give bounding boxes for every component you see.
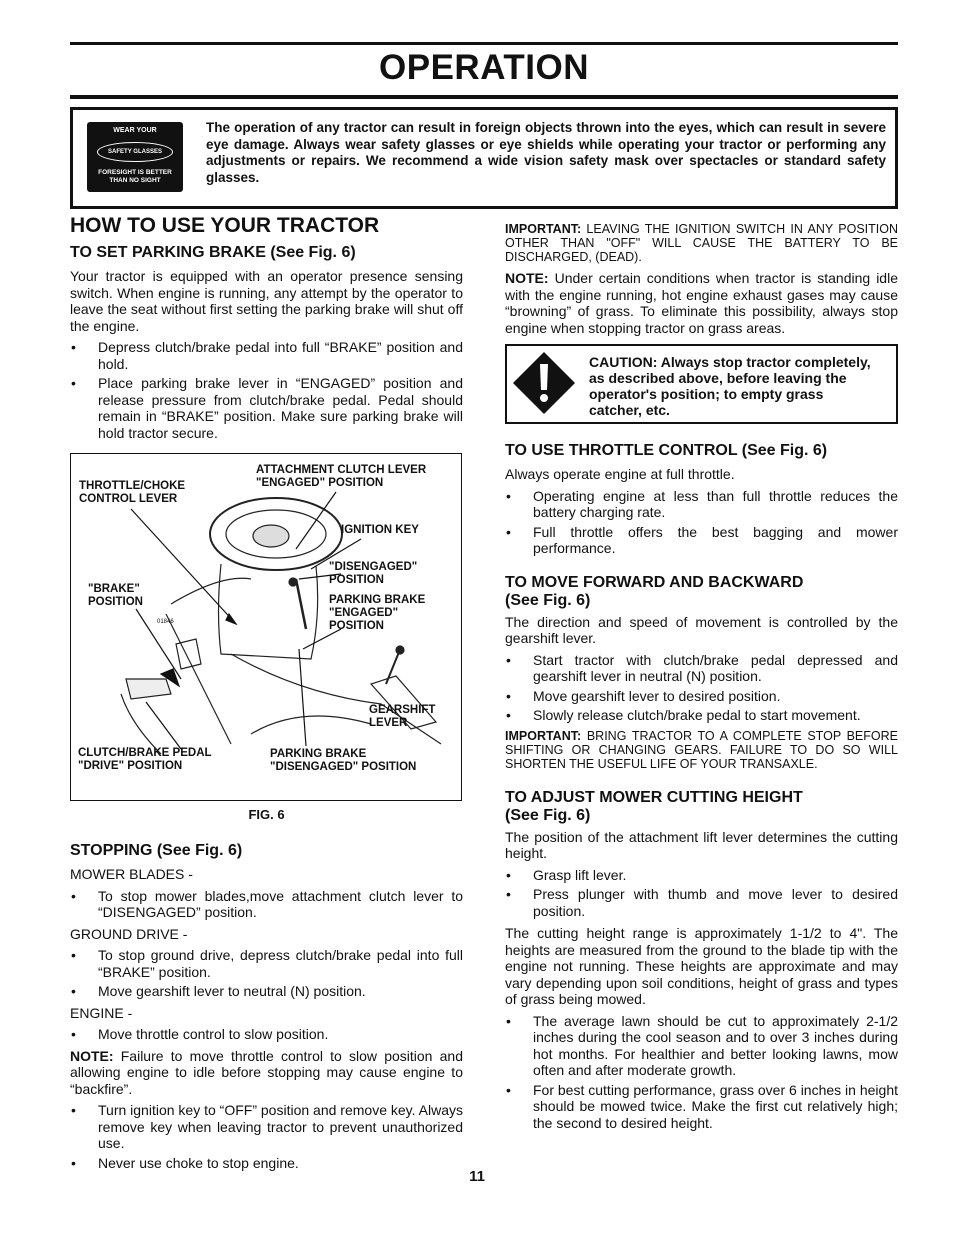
forward-heading-line-2: (See Fig. 6) xyxy=(505,591,591,609)
list-item: • The average lawn should be cut to approximately 2-1/2 inches during the cool season and to over 3 inches during hot months. For healthier and better looking lawns, mow often and after moderate growth. xyxy=(505,1013,898,1079)
list-item: • To stop mower blades,move attachment clutch lever to “DISENGAGED” position. xyxy=(70,888,463,921)
badge-top-text: WEAR YOUR xyxy=(113,127,157,134)
list-item: • Grasp lift lever. xyxy=(505,867,898,884)
throttle-list xyxy=(505,488,898,557)
note-lead: NOTE: xyxy=(70,1047,114,1064)
figure-label-ignition-key: IGNITION KEY xyxy=(341,524,419,536)
important-text: BRING TRACTOR TO A COMPLETE STOP BEFORE SHIFTING OR CHANGING GEARS. FAILURE TO DO SO WILL SHORTEN THE USEFUL LIFE OF YOUR TRANSAXLE. xyxy=(505,728,898,771)
height-heading-line-1: TO ADJUST MOWER CUTTING HEIGHT xyxy=(505,788,803,806)
page-title: OPERATION xyxy=(379,48,589,87)
forward-list xyxy=(505,652,898,724)
forward-intro: The direction and speed of movement is controlled by the gearshift lever. xyxy=(505,613,898,646)
title-underline xyxy=(70,95,898,99)
list-item: • Move throttle control to slow position. xyxy=(70,1026,463,1043)
important-lead: IMPORTANT: xyxy=(505,728,582,743)
height-intro: The position of the attachment lift lever determines the cutting height. xyxy=(505,828,898,861)
figure-label-throttle: THROTTLE/CHOKE CONTROL LEVER xyxy=(79,480,186,505)
final-list xyxy=(70,1102,463,1171)
figure-label-brake-position: "BRAKE" POSITION xyxy=(88,583,143,608)
list-item: • Slowly release clutch/brake pedal to start movement. xyxy=(505,707,898,724)
list-item: • Move gearshift lever to desired position. xyxy=(505,688,898,705)
list-item: • Full throttle offers the best bagging and mower performance. xyxy=(505,524,898,557)
figure-label-clutch-drive: CLUTCH/BRAKE PEDAL "DRIVE" POSITION xyxy=(78,747,212,772)
height-list xyxy=(505,867,898,920)
stopping-note xyxy=(70,1048,463,1098)
note-text: Under certain conditions when tractor is standing idle with the engine running, hot engine exhaust gases may cause “browning” of grass. To eliminate this possibility, always stop engine when stopping tractor on grass areas. xyxy=(505,270,898,336)
figure-label-disengaged: "DISENGAGED" POSITION xyxy=(329,561,418,586)
safety-warning-box xyxy=(70,107,898,209)
warning-icon xyxy=(511,350,577,416)
throttle-heading: TO USE THROTTLE CONTROL (See Fig. 6) xyxy=(505,442,828,459)
height-heading-line-2: (See Fig. 6) xyxy=(505,806,591,824)
figure-label-attachment-clutch: ATTACHMENT CLUTCH LEVER "ENGAGED" POSITION xyxy=(256,464,427,489)
forward-heading-line-1: TO MOVE FORWARD AND BACKWARD xyxy=(505,573,804,591)
list-item: • Move gearshift lever to neutral (N) position. xyxy=(70,983,463,1000)
parking-brake-intro: Your tractor is equipped with an operator presence sensing switch. When engine is running, any attempt by the operator to leave the seat without first setting the parking brake will shut off the engine. xyxy=(70,268,463,334)
badge-bottom-text xyxy=(87,169,183,185)
important-lead: IMPORTANT: xyxy=(505,222,582,236)
left-column xyxy=(70,214,463,1176)
forward-heading xyxy=(505,574,898,610)
list-item: • Depress clutch/brake pedal into full “BRAKE” position and hold. xyxy=(70,339,463,372)
important-text: LEAVING THE IGNITION SWITCH IN ANY POSITION OTHER THAN "OFF" WILL CAUSE THE BATTERY TO BE DISCHARGED, (DEAD). xyxy=(505,222,898,264)
note-lead: NOTE: xyxy=(505,270,549,286)
parking-brake-list xyxy=(70,339,463,441)
ground-drive-label: GROUND DRIVE - xyxy=(70,925,188,942)
figure-code: 01846 xyxy=(157,619,174,625)
badge-bottom-line-2: THAN NO SIGHT xyxy=(109,177,161,184)
list-item: • Operating engine at less than full throttle reduces the battery charging rate. xyxy=(505,488,898,521)
badge-oval-text: SAFETY GLASSES xyxy=(97,142,173,162)
height-list-2 xyxy=(505,1013,898,1132)
stopping-heading: STOPPING (See Fig. 6) xyxy=(70,842,243,859)
safety-glasses-badge xyxy=(87,122,183,192)
list-item: • For best cutting performance, grass over 6 inches in height should be mowed twice. Make the first cut relatively high; the second to desired height. xyxy=(505,1082,898,1132)
badge-bottom-line-1: FORESIGHT IS BETTER xyxy=(98,169,172,176)
list-item: • Start tractor with clutch/brake pedal depressed and gearshift lever in neutral (N) position. xyxy=(505,652,898,685)
list-item: • Turn ignition key to “OFF” position and remove key. Always remove key when leaving tractor to prevent unauthorized use. xyxy=(70,1102,463,1152)
note-text: Failure to move throttle control to slow position and allowing engine to idle before stopping may cause engine to “backfire”. xyxy=(70,1047,463,1097)
height-heading xyxy=(505,789,898,825)
mower-blades-label: MOWER BLADES - xyxy=(70,866,193,882)
throttle-intro: Always operate engine at full throttle. xyxy=(505,466,735,482)
section-heading: HOW TO USE YOUR TRACTOR xyxy=(70,214,380,237)
mower-blades-list xyxy=(70,888,463,921)
page-number: 11 xyxy=(469,1168,485,1185)
spacer xyxy=(505,777,898,789)
ground-drive-list xyxy=(70,947,463,1000)
figure-label-gearshift: GEARSHIFT LEVER xyxy=(369,704,436,729)
list-item: • Place parking brake lever in “ENGAGED” position and release pressure from clutch/brake pedal. Pedal should remain in “BRAKE” position. Make sure parking brake will hold tractor secure. xyxy=(70,375,463,441)
parking-brake-heading: TO SET PARKING BRAKE (See Fig. 6) xyxy=(70,244,356,261)
important-gears xyxy=(505,729,898,771)
caution-box xyxy=(505,344,898,424)
figure-6 xyxy=(70,453,462,801)
safety-warning-text: The operation of any tractor can result in foreign objects thrown into the eyes, which can result in severe eye damage. Always wear safety glasses or eye shields while operating your tractor or performing any adjustments or repairs. We recommend a wide vision safety mask over spectacles or standard safety glasses. xyxy=(206,120,886,185)
height-paragraph: The cutting height range is approximately 1-1/2 to 4". The heights are measured from the ground to the blade tip with the engine not running. These heights are approximate and may vary depending upon soil conditions, height of grass and types of grass being mowed. xyxy=(505,925,898,1007)
figure-label-parking-engaged: PARKING BRAKE "ENGAGED" POSITION xyxy=(329,594,426,632)
figure-caption: FIG. 6 xyxy=(248,807,285,822)
engine-label: ENGINE - xyxy=(70,1004,133,1021)
important-ignition xyxy=(505,222,898,264)
list-item: • Press plunger with thumb and move lever to desired position. xyxy=(505,886,898,919)
figure-label-parking-disengaged: PARKING BRAKE "DISENGAGED" POSITION xyxy=(270,748,417,773)
caution-text: CAUTION: Always stop tractor completely, as described above, before leaving the operator's position; to empty grass catcher, etc. xyxy=(589,354,871,418)
list-item: • To stop ground drive, depress clutch/brake pedal into full “BRAKE” position. xyxy=(70,947,463,980)
list-item: • Never use choke to stop engine. xyxy=(70,1155,463,1172)
top-rule xyxy=(70,42,898,45)
browning-note xyxy=(505,270,898,336)
right-column xyxy=(505,222,898,1136)
spacer xyxy=(505,562,898,574)
engine-list xyxy=(70,1026,463,1043)
